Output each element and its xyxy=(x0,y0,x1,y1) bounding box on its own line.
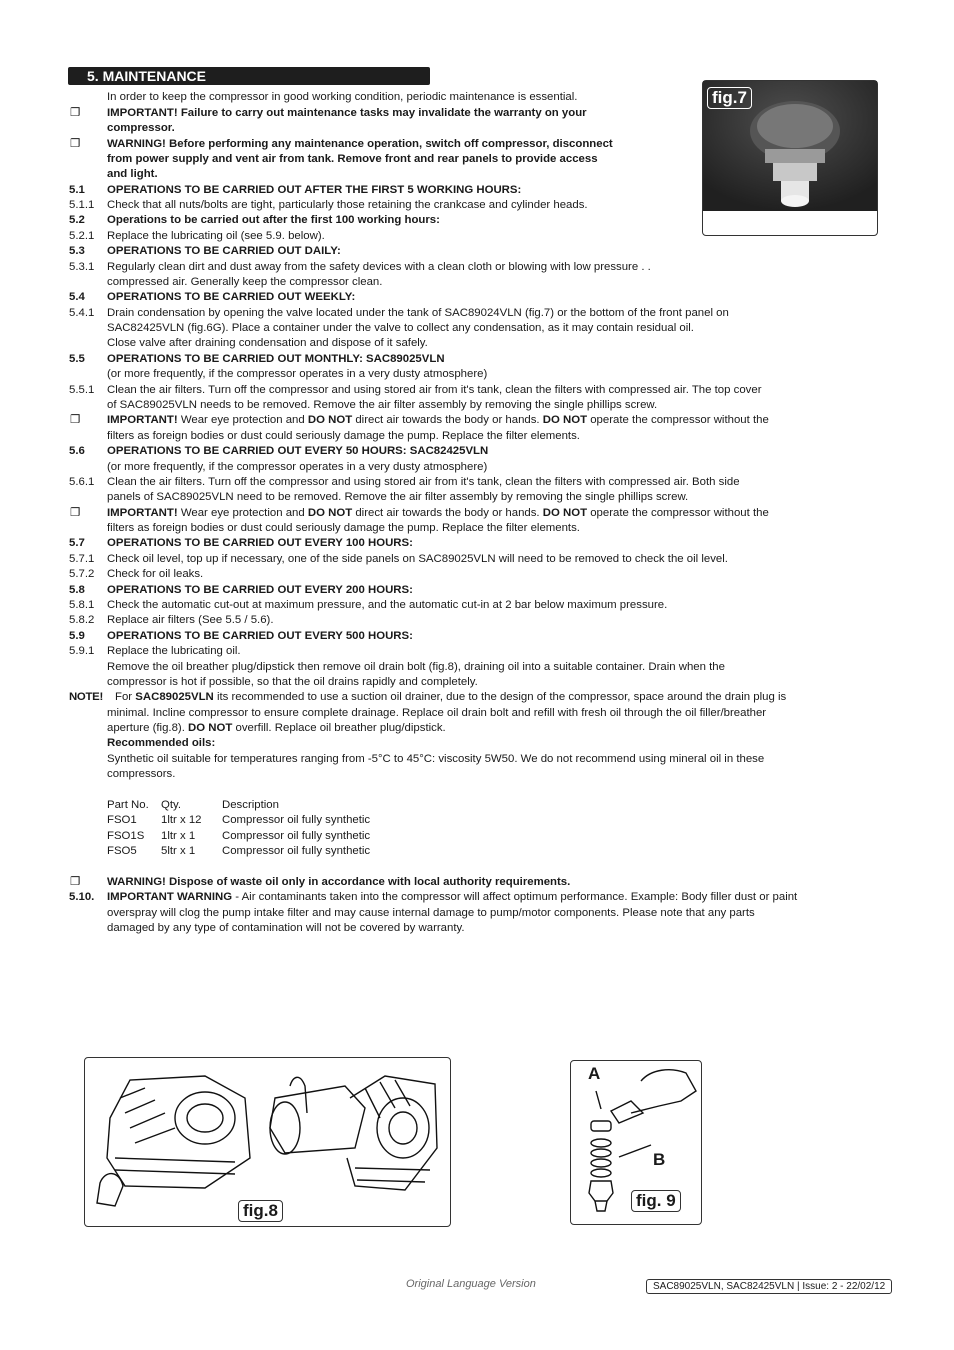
section-text: Check for oil leaks. xyxy=(107,568,204,580)
section-subtext: (or more frequently, if the compressor operates in a very dusty atmosphere) xyxy=(107,368,488,380)
table-cell: Compressor oil fully synthetic xyxy=(222,830,371,842)
checkbox-icon: ❐ xyxy=(70,107,81,119)
fig9-callout-a: A xyxy=(588,1064,601,1083)
table-cell: FSO1 xyxy=(107,814,137,826)
synthetic-oil-text: compressors. xyxy=(107,768,176,780)
important-line: IMPORTANT! Wear eye protection and DO NOT direct air towards the body or hands. DO NOT operate the compressor without the xyxy=(107,507,769,519)
checkbox-icon: ❐ xyxy=(70,414,81,426)
section-number: 5.10. xyxy=(69,891,95,903)
section-text: Clean the air filters. Turn off the compressor and using stored air from it's tank, clean the filters with compressed air. Both side xyxy=(107,476,740,488)
section-text: panels of SAC89025VLN need to be removed. Remove the air filter assembly by removing the single phillips screw. xyxy=(107,491,689,503)
section-number: 5.5.1 xyxy=(69,384,95,396)
section-header xyxy=(68,67,430,85)
section-number: 5.3 xyxy=(69,245,85,257)
warning-line: WARNING! Before performing any maintenance operation, switch off compressor, disconnect xyxy=(107,138,613,150)
table-cell: FSO1S xyxy=(107,830,145,842)
section-text: Close valve after draining condensation and dispose of it safely. xyxy=(107,337,428,349)
section-heading: OPERATIONS TO BE CARRIED OUT EVERY 100 HOURS: xyxy=(107,537,413,549)
section-number: 5.6.1 xyxy=(69,476,95,488)
section-number: 5.9 xyxy=(69,630,85,642)
section-number: 5.7.2 xyxy=(69,568,95,580)
note-line: aperture (fig.8). DO NOT overfill. Replace oil breather plug/dipstick. xyxy=(107,722,446,734)
section-text: SAC82425VLN (fig.6G). Place a container under the valve to collect any condensation, as it may contain residual oil. xyxy=(107,322,694,334)
note-line: For SAC89025VLN its recommended to use a suction oil drainer, due to the design of the compressor, space around the drain plug is xyxy=(115,691,787,703)
section-text: Drain condensation by opening the valve located under the tank of SAC89024VLN (fig.7) or the bottom of the front panel on xyxy=(107,307,729,319)
section-number: 5.1.1 xyxy=(69,199,95,211)
section-number: 5.3.1 xyxy=(69,261,95,273)
fig9-callout-b: B xyxy=(653,1150,666,1169)
section-number: 5.8.2 xyxy=(69,614,95,626)
section-heading: OPERATIONS TO BE CARRIED OUT MONTHLY: SAC89025VLN xyxy=(107,353,445,365)
section-number: 5.8 xyxy=(69,584,85,596)
section-heading: OPERATIONS TO BE CARRIED OUT DAILY: xyxy=(107,245,341,257)
section-text: Replace air filters (See 5.5 / 5.6). xyxy=(107,614,274,626)
section-heading: OPERATIONS TO BE CARRIED OUT EVERY 50 HOURS: SAC82425VLN xyxy=(107,445,489,457)
section-number: 5.8.1 xyxy=(69,599,95,611)
table-cell: Compressor oil fully synthetic xyxy=(222,845,371,857)
section-heading: Operations to be carried out after the first 100 working hours: xyxy=(107,214,440,226)
table-header-qty: Qty. xyxy=(161,799,182,811)
table-header-part: Part No. xyxy=(107,799,149,811)
section-heading: OPERATIONS TO BE CARRIED OUT WEEKLY: xyxy=(107,291,356,303)
fig7-frame xyxy=(702,80,878,236)
section-number: 5.4.1 xyxy=(69,307,95,319)
checkbox-icon: ❐ xyxy=(70,138,81,150)
table-cell: 1ltr x 1 xyxy=(161,830,196,842)
section-number: 5.5 xyxy=(69,353,85,365)
checkbox-icon: ❐ xyxy=(70,876,81,888)
section-number: 5.4 xyxy=(69,291,85,303)
section-text: overspray will clog the pump intake filter and may cause internal damage to pump/motor components. Please note that any parts xyxy=(107,907,755,919)
section-number: 5.7.1 xyxy=(69,553,95,565)
section-text: Remove the oil breather plug/dipstick then remove oil drain bolt (fig.8), draining oil into a suitable container. Drain when the xyxy=(107,661,725,673)
section-text: Clean the air filters. Turn off the compressor and using stored air from it's tank, clean the filters with compressed air. The top cover xyxy=(107,384,762,396)
section-number: 5.2.1 xyxy=(69,230,95,242)
fig9-frame xyxy=(570,1060,702,1225)
section-text: IMPORTANT WARNING - Air contaminants taken into the compressor will affect optimum performance. Example: Body filler dust or paint xyxy=(107,891,798,903)
intro-text: In order to keep the compressor in good working condition, periodic maintenance is essential. xyxy=(107,91,578,103)
checkbox-icon: ❐ xyxy=(70,507,81,519)
section-heading: OPERATIONS TO BE CARRIED OUT EVERY 500 HOURS: xyxy=(107,630,413,642)
footer-version: Original Language Version xyxy=(406,1278,536,1290)
table-header-description: Description xyxy=(222,799,279,811)
section-text: Replace the lubricating oil. xyxy=(107,645,241,657)
important-line: IMPORTANT! Failure to carry out maintenance tasks may invalidate the warranty on your xyxy=(107,107,587,119)
section-heading: OPERATIONS TO BE CARRIED OUT EVERY 200 HOURS: xyxy=(107,584,413,596)
important-line: filters as foreign bodies or dust could seriously damage the pump. Replace the filter elements. xyxy=(107,430,580,442)
section-number: 5.9.1 xyxy=(69,645,95,657)
section-text: compressed air. Generally keep the compressor clean. xyxy=(107,276,383,288)
section-text: Check oil level, top up if necessary, one of the side panels on SAC89025VLN will need to be removed to check the oil level. xyxy=(107,553,728,565)
section-heading: OPERATIONS TO BE CARRIED OUT AFTER THE FIRST 5 WORKING HOURS: xyxy=(107,184,522,196)
section-text: of SAC89025VLN needs to be removed. Remove the air filter assembly by removing the single phillips screw. xyxy=(107,399,658,411)
section-number: 5.2 xyxy=(69,214,85,226)
synthetic-oil-text: Synthetic oil suitable for temperatures ranging from -5°C to 45°C: viscosity 5W50. We do not recommend using mineral oil in these xyxy=(107,753,765,765)
fig7-label: fig.7 xyxy=(707,87,752,109)
section-title: 5. MAINTENANCE xyxy=(87,68,207,84)
fig8-label: fig.8 xyxy=(238,1200,283,1222)
section-text: damaged by any type of contamination will not be covered by warranty. xyxy=(107,922,465,934)
warning-line: WARNING! Dispose of waste oil only in accordance with local authority requirements. xyxy=(107,876,571,888)
table-cell: FSO5 xyxy=(107,845,137,857)
important-line: IMPORTANT! Wear eye protection and DO NOT direct air towards the body or hands. DO NOT operate the compressor without the xyxy=(107,414,769,426)
fig8-frame xyxy=(84,1057,451,1227)
section-text: Regularly clean dirt and dust away from the safety devices with a clean cloth or blowing with low pressure . . xyxy=(107,261,651,273)
important-line: filters as foreign bodies or dust could seriously damage the pump. Replace the filter elements. xyxy=(107,522,580,534)
table-cell: 5ltr x 1 xyxy=(161,845,196,857)
recommended-oils-heading: Recommended oils: xyxy=(107,737,216,749)
table-cell: Compressor oil fully synthetic xyxy=(222,814,371,826)
section-number: 5.7 xyxy=(69,537,85,549)
section-number: 5.1 xyxy=(69,184,85,196)
warning-line: and light. xyxy=(107,168,158,180)
section-text: Check that all nuts/bolts are tight, particularly those retaining the crankcase and cylinder heads. xyxy=(107,199,588,211)
section-text: Replace the lubricating oil (see 5.9. below). xyxy=(107,230,325,242)
section-subtext: (or more frequently, if the compressor operates in a very dusty atmosphere) xyxy=(107,461,488,473)
section-number: 5.6 xyxy=(69,445,85,457)
section-text: compressor is hot if possible, so that the oil drains rapidly and completely. xyxy=(107,676,478,688)
fig9-label: fig. 9 xyxy=(631,1190,681,1212)
note-line: minimal. Incline compressor to ensure complete drainage. Replace oil drain bolt and refill with fresh oil through the oil filler/breather xyxy=(107,707,767,719)
section-text: Check the automatic cut-out at maximum pressure, and the automatic cut-in at 2 bar below maximum pressure. xyxy=(107,599,668,611)
note-label: NOTE! xyxy=(69,691,103,703)
warning-line: from power supply and vent air from tank. Remove front and rear panels to provide access xyxy=(107,153,598,165)
footer-model-issue: SAC89025VLN, SAC82425VLN | Issue: 2 - 22/02/12 xyxy=(646,1279,892,1294)
important-line: compressor. xyxy=(107,122,175,134)
table-cell: 1ltr x 12 xyxy=(161,814,202,826)
